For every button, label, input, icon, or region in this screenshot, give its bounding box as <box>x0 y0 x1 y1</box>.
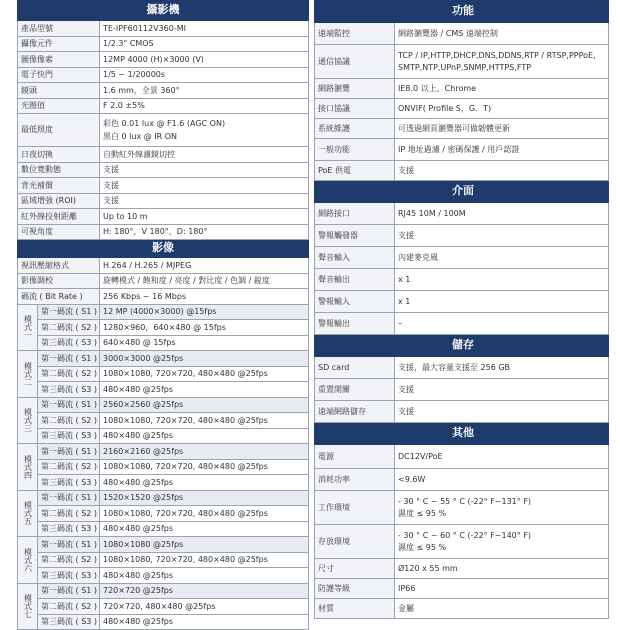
spec-value-line: <9.6W <box>398 474 426 484</box>
spec-value <box>100 98 309 114</box>
stream-row <box>18 444 309 460</box>
spec-value-line: 1/5 ~ 1/20000s <box>103 70 166 80</box>
spec-row <box>18 52 309 68</box>
spec-value-line: IP66 <box>398 583 416 593</box>
spec-value <box>100 209 309 225</box>
spec-label: 消耗功率 <box>315 469 395 491</box>
spec-label: 警報觸發器 <box>315 225 395 247</box>
spec-value <box>100 21 309 37</box>
stream-label: 第三碼流 ( S3 ) <box>38 568 100 584</box>
spec-row <box>18 178 309 194</box>
stream-label: 第二碼流 ( S2 ) <box>38 413 100 429</box>
spec-value-line: 1/2.3" CMOS <box>103 39 154 49</box>
mode-label: 模式四 <box>18 444 38 491</box>
section-title: 儲存 <box>315 335 609 357</box>
spec-label: 材質 <box>315 599 395 619</box>
spec-value-line: H.264 / H.265 / MJPEG <box>103 260 192 270</box>
stream-value: 640×480 @ 15fps <box>100 335 309 351</box>
stream-row <box>18 382 309 398</box>
stream-row <box>18 583 309 599</box>
spec-value <box>100 258 309 274</box>
spec-value-line: IP 地址過濾 / 密碼保護 / 用戶認證 <box>398 144 520 154</box>
spec-label: 電子快門 <box>18 67 100 83</box>
right-spec-table <box>314 0 608 619</box>
spec-label: 防護等級 <box>315 579 395 599</box>
spec-value-line: - 30 ° C ~ 60 ° C (-22° F~140° F) <box>398 530 532 540</box>
spec-value-line: 支援 <box>398 406 414 416</box>
spec-label: 網路瀏覽 <box>315 79 395 99</box>
stream-label: 第一碼流 ( S1 ) <box>38 537 100 553</box>
stream-label: 第三碼流 ( S3 ) <box>38 428 100 444</box>
spec-row <box>315 491 609 525</box>
stream-label: 第三碼流 ( S3 ) <box>38 382 100 398</box>
stream-value: 1080×1080, 720×720, 480×480 @25fps <box>100 552 309 568</box>
spec-value-line: SMTP,NTP,UPnP,SNMP,HTTPS,FTP <box>398 63 532 72</box>
spec-value-line: 支援，最大容量支援至 256 GB <box>398 362 511 372</box>
stream-value: 720×720 @25fps <box>100 583 309 599</box>
stream-value: 480×480 @25fps <box>100 475 309 491</box>
spec-row <box>315 203 609 225</box>
stream-row <box>18 537 309 553</box>
spec-row <box>18 36 309 52</box>
spec-label: 電源 <box>315 445 395 469</box>
spec-label: 存放環境 <box>315 525 395 559</box>
spec-label: 光圈值 <box>18 98 100 114</box>
stream-label: 第一碼流 ( S1 ) <box>38 397 100 413</box>
spec-row <box>315 401 609 423</box>
mode-label: 模式一 <box>18 304 38 351</box>
spec-label: 警報輸入 <box>315 291 395 313</box>
stream-label: 第一碼流 ( S1 ) <box>38 583 100 599</box>
stream-label: 第二碼流 ( S2 ) <box>38 366 100 382</box>
stream-label: 第一碼流 ( S1 ) <box>38 351 100 367</box>
storage-section-header <box>315 335 609 357</box>
spec-label: 警報輸出 <box>315 313 395 335</box>
spec-value <box>395 45 609 79</box>
spec-row <box>315 291 609 313</box>
spec-label: 尺寸 <box>315 559 395 579</box>
spec-value-line: 可透過網頁瀏覽器可做韌體更新 <box>398 123 510 133</box>
spec-label: 鏡頭 <box>18 83 100 99</box>
spec-row <box>315 579 609 599</box>
spec-row <box>315 225 609 247</box>
spec-row <box>315 469 609 491</box>
spec-label: SD card <box>315 357 395 379</box>
stream-value: 480×480 @25fps <box>100 428 309 444</box>
stream-row <box>18 568 309 584</box>
spec-value-line: 支援 <box>398 165 414 175</box>
spec-row <box>18 21 309 37</box>
spec-value-line: x 1 <box>398 274 411 284</box>
spec-value <box>395 599 609 619</box>
stream-label: 第二碼流 ( S2 ) <box>38 459 100 475</box>
spec-row <box>315 525 609 559</box>
stream-value: 480×480 @25fps <box>100 521 309 537</box>
spec-label: 通信協議 <box>315 45 395 79</box>
spec-row <box>18 289 309 305</box>
spec-value-line: 12MP 4000 (H)×3000 (V) <box>103 54 204 64</box>
spec-row <box>315 79 609 99</box>
spec-label: 攝像元件 <box>18 36 100 52</box>
spec-value <box>100 147 309 163</box>
spec-row <box>315 45 609 79</box>
spec-row <box>315 161 609 181</box>
function-section-header <box>315 1 609 23</box>
stream-row <box>18 351 309 367</box>
spec-label: 系統維護 <box>315 119 395 139</box>
mode-label: 模式三 <box>18 397 38 444</box>
spec-value-line: 彩色 0.01 lux @ F1.6 (AGC ON) <box>103 119 226 129</box>
spec-label: 最低照度 <box>18 114 100 147</box>
stream-row <box>18 335 309 351</box>
stream-label: 第一碼流 ( S1 ) <box>38 490 100 506</box>
spec-row <box>18 224 309 240</box>
stream-row <box>18 413 309 429</box>
stream-row <box>18 366 309 382</box>
spec-value <box>395 79 609 99</box>
stream-row <box>18 506 309 522</box>
spec-row <box>18 258 309 274</box>
stream-label: 第二碼流 ( S2 ) <box>38 320 100 336</box>
spec-value <box>395 379 609 401</box>
spec-row <box>315 23 609 45</box>
section-title: 攝影機 <box>18 1 309 21</box>
spec-value <box>395 99 609 119</box>
spec-label: 遠端監控 <box>315 23 395 45</box>
section-title: 影像 <box>18 240 309 258</box>
spec-value-line: 內建麥克風 <box>398 252 438 262</box>
stream-row <box>18 428 309 444</box>
spec-value-line: 黑白 0 lux @ IR ON <box>103 131 178 141</box>
spec-label: 重置開關 <box>315 379 395 401</box>
spec-label: PoE 供電 <box>315 161 395 181</box>
stream-row <box>18 459 309 475</box>
camera-section-header <box>18 1 309 21</box>
stream-label: 第三碼流 ( S3 ) <box>38 475 100 491</box>
spec-row <box>315 599 609 619</box>
spec-value <box>100 178 309 194</box>
spec-row <box>18 193 309 209</box>
spec-label: 接口協議 <box>315 99 395 119</box>
section-title: 功能 <box>315 1 609 23</box>
spec-value <box>395 269 609 291</box>
spec-label: 聲音輸入 <box>315 247 395 269</box>
spec-value <box>100 67 309 83</box>
spec-value-line: – <box>398 318 402 328</box>
spec-value <box>395 139 609 161</box>
stream-value: 3000×3000 @25fps <box>100 351 309 367</box>
spec-row <box>315 313 609 335</box>
spec-label: 工作環境 <box>315 491 395 525</box>
spec-row <box>315 247 609 269</box>
mode-label: 模式五 <box>18 490 38 537</box>
spec-value <box>100 114 309 147</box>
spec-value-line: Up to 10 m <box>103 211 148 221</box>
stream-label: 第三碼流 ( S3 ) <box>38 614 100 630</box>
spec-value <box>100 162 309 178</box>
spec-value-line: - 30 ° C ~ 55 ° C (-22° F~131° F) <box>398 496 532 506</box>
spec-value <box>395 161 609 181</box>
spec-value <box>395 225 609 247</box>
spec-value <box>100 273 309 289</box>
spec-value-line: H: 180°，V 180°，D: 180° <box>103 227 208 237</box>
spec-value-line: 濕度 ≤ 95 % <box>398 543 447 552</box>
spec-value-line: 網路瀏覽器 / CMS 遠端控制 <box>398 28 498 38</box>
spec-label: 數位寬動態 <box>18 162 100 178</box>
spec-value-line: 濕度 ≤ 95 % <box>398 509 447 518</box>
spec-value-line: 1.6 mm，全景 360° <box>103 85 180 95</box>
stream-value: 480×480 @25fps <box>100 614 309 630</box>
spec-value-line: 自動紅外線濾鏡切控 <box>103 149 175 159</box>
spec-row <box>315 445 609 469</box>
spec-label: 可視角度 <box>18 224 100 240</box>
spec-value-line: DC12V/PoE <box>398 451 443 461</box>
left-spec-table <box>17 0 308 630</box>
stream-value: 1520×1520 @25fps <box>100 490 309 506</box>
stream-row <box>18 521 309 537</box>
spec-row <box>315 269 609 291</box>
spec-row <box>315 379 609 401</box>
spec-value-line: ONVIF( Profile S，G．T) <box>398 103 492 113</box>
spec-row <box>315 559 609 579</box>
spec-value <box>100 52 309 68</box>
spec-value <box>100 193 309 209</box>
stream-label: 第一碼流 ( S1 ) <box>38 444 100 460</box>
stream-label: 第二碼流 ( S2 ) <box>38 599 100 615</box>
section-title: 介面 <box>315 181 609 203</box>
other-section-header <box>315 423 609 445</box>
stream-value: 1280×960，640×480 @ 15fps <box>100 320 309 336</box>
spec-value-line: 256 Kbps ~ 16 Mbps <box>103 291 187 301</box>
spec-value <box>395 247 609 269</box>
mode-label: 模式二 <box>18 351 38 398</box>
mode-label: 模式七 <box>18 583 38 630</box>
stream-value: 1080×1080, 720×720, 480×480 @25fps <box>100 366 309 382</box>
spec-value-line: 支援 <box>103 180 119 190</box>
stream-row <box>18 475 309 491</box>
spec-label: 區域增強 (ROI) <box>18 193 100 209</box>
spec-value-line: 支援 <box>103 196 119 206</box>
spec-row <box>18 114 309 147</box>
spec-value-line: 支援 <box>103 165 119 175</box>
spec-label: 圖像像素 <box>18 52 100 68</box>
spec-row <box>315 119 609 139</box>
spec-row <box>18 67 309 83</box>
spec-value-line: 金屬 <box>398 603 414 613</box>
spec-value-line: 支援 <box>398 230 414 240</box>
spec-label: 聲音輸出 <box>315 269 395 291</box>
spec-value <box>395 291 609 313</box>
spec-row <box>18 147 309 163</box>
spec-value <box>100 224 309 240</box>
stream-value: 720×720, 480×480 @25fps <box>100 599 309 615</box>
spec-value-line: 支援 <box>398 384 414 394</box>
spec-label: 碼流 ( Bit Rate ) <box>18 289 100 305</box>
spec-value <box>100 289 309 305</box>
stream-row <box>18 599 309 615</box>
spec-value <box>395 401 609 423</box>
spec-value <box>100 36 309 52</box>
spec-row <box>18 209 309 225</box>
spec-value <box>395 445 609 469</box>
spec-label: 紅外線投射距離 <box>18 209 100 225</box>
stream-label: 第一碼流 ( S1 ) <box>38 304 100 320</box>
section-title: 其他 <box>315 423 609 445</box>
stream-row <box>18 320 309 336</box>
spec-row <box>315 357 609 379</box>
stream-label: 第三碼流 ( S3 ) <box>38 335 100 351</box>
stream-value: 1080×1080, 720×720, 480×480 @25fps <box>100 413 309 429</box>
spec-row <box>18 273 309 289</box>
spec-label: 遠端網路儲存 <box>315 401 395 423</box>
spec-row <box>18 98 309 114</box>
spec-label: 日夜切換 <box>18 147 100 163</box>
stream-value: 480×480 @25fps <box>100 568 309 584</box>
interface-section-header <box>315 181 609 203</box>
spec-label: 背光補償 <box>18 178 100 194</box>
spec-value-line: x 1 <box>398 296 411 306</box>
stream-row <box>18 552 309 568</box>
spec-row <box>315 139 609 161</box>
spec-value-line: F 2.0 ±5% <box>103 101 145 111</box>
spec-value <box>395 313 609 335</box>
spec-value-line: TE-IPF60112V360-MI <box>103 23 186 33</box>
spec-value <box>395 23 609 45</box>
stream-row <box>18 304 309 320</box>
stream-label: 第三碼流 ( S3 ) <box>38 521 100 537</box>
spec-value <box>395 203 609 225</box>
spec-row <box>18 162 309 178</box>
spec-value <box>395 579 609 599</box>
stream-value: 480×480 @25fps <box>100 382 309 398</box>
spec-label: 一般功能 <box>315 139 395 161</box>
spec-value-line: IE8.0 以上，Chrome <box>398 83 477 93</box>
spec-label: 產品型號 <box>18 21 100 37</box>
spec-row <box>18 83 309 99</box>
spec-value <box>395 491 609 525</box>
stream-value: 1080×1080, 720×720, 480×480 @25fps <box>100 459 309 475</box>
stream-value: 2560×2560 @25fps <box>100 397 309 413</box>
spec-value <box>395 525 609 559</box>
spec-value-line: Ø120 x 55 mm <box>398 563 458 573</box>
spec-value <box>395 469 609 491</box>
stream-row <box>18 397 309 413</box>
stream-value: 1080×1080 @25fps <box>100 537 309 553</box>
spec-label: 影像調校 <box>18 273 100 289</box>
spec-row <box>315 99 609 119</box>
spec-value <box>395 357 609 379</box>
stream-value: 12 MP (4000×3000) @15fps <box>100 304 309 320</box>
stream-label: 第二碼流 ( S2 ) <box>38 552 100 568</box>
spec-value-line: 旋轉模式 / 飽和度 / 亮度 / 對比度 / 色調 / 銳度 <box>103 276 270 286</box>
stream-row <box>18 490 309 506</box>
spec-label: 網路接口 <box>315 203 395 225</box>
stream-label: 第二碼流 ( S2 ) <box>38 506 100 522</box>
spec-value <box>395 119 609 139</box>
image-section-header <box>18 240 309 258</box>
stream-row <box>18 614 309 630</box>
spec-label: 視訊壓縮格式 <box>18 258 100 274</box>
mode-label: 模式六 <box>18 537 38 584</box>
spec-value-line: RJ45 10M / 100M <box>398 208 466 218</box>
spec-value <box>395 559 609 579</box>
spec-value <box>100 83 309 99</box>
stream-value: 2160×2160 @25fps <box>100 444 309 460</box>
stream-value: 1080×1080, 720×720, 480×480 @25fps <box>100 506 309 522</box>
spec-value-line: TCP / IP,HTTP,DHCP,DNS,DDNS,RTP / RTSP,PPPoE, <box>398 50 596 60</box>
